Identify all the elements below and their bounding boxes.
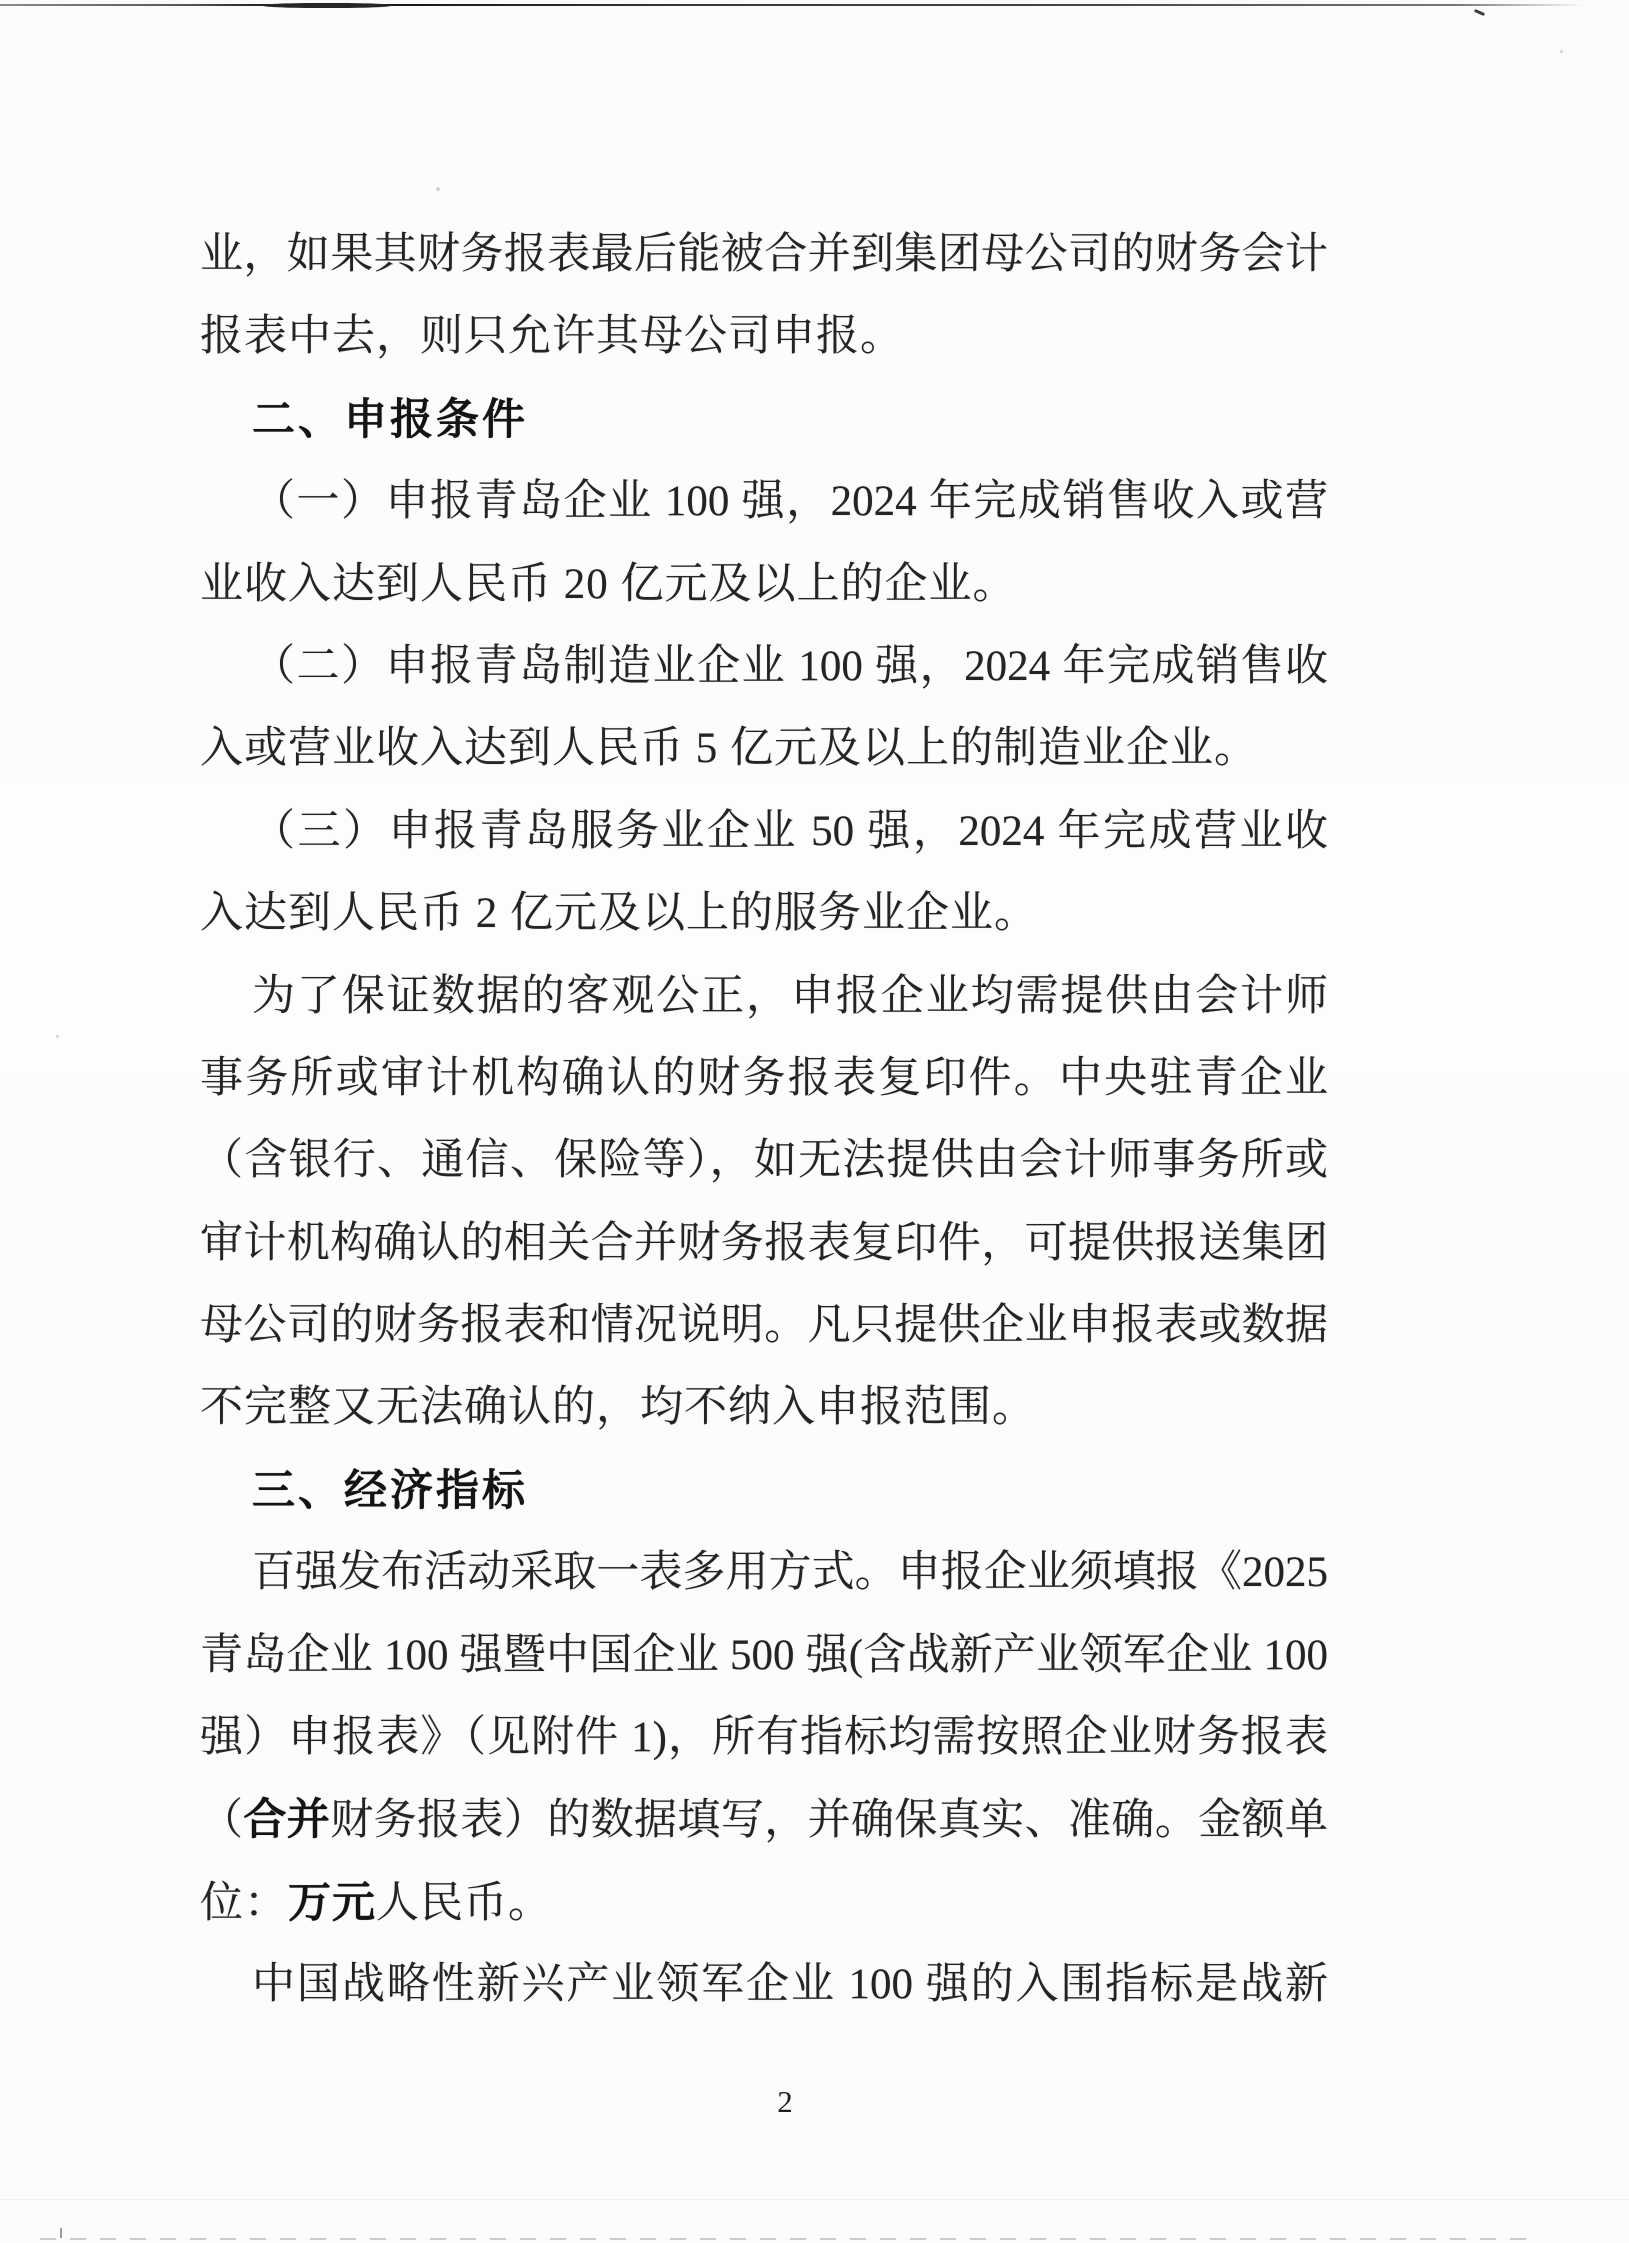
text-line [200,1285,1328,1367]
text-segment: 事务所或审计机构确认的财务报表复印件。中央驻青企业 [200,1054,1328,1102]
section-heading [200,1450,1328,1532]
scan-artifact-fold-line [0,2199,1629,2200]
text-line [200,1038,1328,1120]
text-line [200,296,1328,378]
page-number: 2 [777,2084,793,2119]
text-segment: 财务报表）的数据填写，并确保真实、准确。金额单 [330,1797,1329,1845]
text-segment: 业，如果其财务报表最后能被合并到集团母公司的财务会计 [200,231,1328,278]
text-segment: 入达到人民币 2 亿元及以上的服务业企业。 [200,890,1038,938]
scan-artifact-bottom-tick [60,2228,62,2238]
text-line [200,1367,1328,1449]
text-segment: 报表中去，则只允许其母公司申报。 [200,313,904,361]
text-segment: 青岛企业 100 强暨中国企业 500 强(含战新产业领军企业 100 [200,1631,1328,1679]
text-segment: （二）申报青岛制造业企业 100 强，2024 年完成销售收 [252,642,1328,690]
text-segment: 强）申报表》（见附件 1)，所有指标均需按照企业财务报表 [200,1714,1328,1762]
text-block [200,214,1328,2027]
text-line [200,708,1328,790]
text-line [200,1615,1328,1697]
text-line [200,1697,1328,1779]
text-segment: 入或营业收入达到人民币 5 亿元及以上的制造业企业。 [200,725,1258,773]
text-line [200,791,1328,873]
text-segment: （ [200,1797,244,1845]
text-line [200,1203,1328,1285]
text-line [200,956,1328,1038]
text-segment: 母公司的财务报表和情况说明。凡只提供企业申报表或数据 [200,1302,1328,1350]
text-line [200,1944,1328,2026]
text-segment: 业收入达到人民币 20 亿元及以上的企业。 [200,560,1017,608]
text-segment: 审计机构确认的相关合并财务报表复印件，可提供报送集团 [200,1219,1328,1267]
text-line [200,1120,1328,1202]
text-segment: 中国战略性新兴产业领军企业 100 强的入围指标是战新 [252,1961,1328,2009]
text-segment: 为了保证数据的客观公正，申报企业均需提供由会计师 [252,972,1328,1020]
text-line [200,214,1328,296]
text-line [200,544,1328,626]
text-segment: （含银行、通信、保险等），如无法提供由会计师事务所或 [200,1137,1328,1185]
text-line [200,1532,1328,1614]
text-segment: 不完整又无法确认的，均不纳入申报范围。 [200,1384,1036,1432]
text-line [200,1862,1328,1944]
text-segment: 百强发布活动采取一表多用方式。申报企业须填报《2025 [252,1549,1328,1597]
bold-text-segment: 三、经济指标 [252,1466,528,1515]
text-segment: （一）申报青岛企业 100 强，2024 年完成销售收入或营 [252,478,1328,526]
text-segment: 人民币。 [376,1879,552,1927]
scan-artifact-bottom-dashed-line [40,2238,1540,2240]
bold-text-segment: 合并 [243,1796,331,1845]
text-line [200,873,1328,955]
scan-artifact-top-blob [262,3,392,8]
text-line [200,626,1328,708]
bold-text-segment: 二、申报条件 [252,395,528,444]
section-heading [200,379,1328,461]
text-line [200,1779,1328,1861]
scan-speck [436,187,440,191]
scan-artifact-top-right-tick [1474,9,1485,16]
scan-artifact-top-line [0,4,1583,6]
text-line [200,461,1328,543]
text-segment: （三）申报青岛服务业企业 50 强，2024 年完成营业收 [252,807,1328,855]
scan-speck [1560,50,1563,53]
scan-speck [56,1035,59,1038]
text-segment: 位： [200,1879,288,1927]
bold-text-segment: 万元 [288,1878,376,1927]
